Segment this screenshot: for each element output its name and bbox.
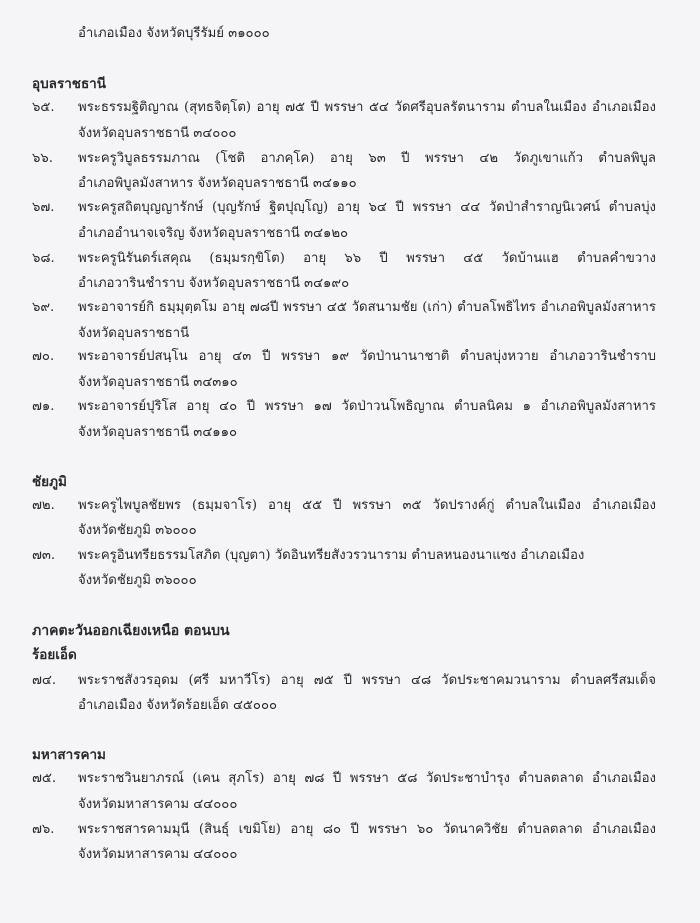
entry-line: พระอาจารย์กิ ธมฺมุตฺตโม อายุ ๗๘ปี พรรษา ๔๕ วัดสนามชัย (เก่า) ตำบลโพธิไทร อำเภอพิบูลมังสาหาร	[78, 300, 656, 315]
entry-number: ๖๗.	[32, 200, 55, 215]
entry-line: พระครูอินทรียธรรมโสภิต (บุญตา) วัดอินทรียสังวรวนาราม ตำบลหนองนาแซง อำเภอเมือง	[78, 548, 585, 563]
entry-line: พระราชสารคามมุนี (สินธุ์ เขมิโย) อายุ ๘๐ ปี พรรษา ๖๐ วัดนาควิชัย ตำบลตลาด อำเภอเมือง	[78, 822, 656, 837]
entry-line: พระอาจารย์ปุริโส อายุ ๔๐ ปี พรรษา ๑๗ วัดป่าวนโพธิญาณ ตำบลนิคม ๑ อำเภอพิบูลมังสาหาร	[78, 399, 656, 414]
entry-line: พระราชสังวรอุดม (ศรี มหาวีโร) อายุ ๗๕ ปี พรรษา ๔๘ วัดประชาคมวนาราม ตำบลศรีสมเด็จ	[78, 673, 656, 688]
entry-line: จังหวัดชัยภูมิ ๓๖๐๐๐	[78, 523, 197, 538]
entry-number: ๖๙.	[32, 300, 55, 315]
entry-line: พระครูสถิตบุญญารักษ์ (บุญรักษ์ ฐิตปุญฺโญ) อายุ ๖๔ ปี พรรษา ๔๔ วัดป่าสำราญนิเวศน์ ตำบลบุ่ง	[78, 200, 656, 215]
entry-line: อำเภอพิบูลมังสาหาร จังหวัดอุบลราชธานี ๓๔๑๑๐	[78, 176, 357, 191]
entry-number: ๗๐.	[32, 349, 55, 364]
entry-number: ๗๔.	[32, 673, 57, 688]
section-heading: อุบลราชธานี	[32, 76, 106, 92]
entry-line: พระครูวิบูลธรรมภาณ (โชติ อาภคฺโค) อายุ ๖๓ ปี พรรษา ๔๒ วัดภูเขาแก้ว ตำบลพิบูล	[78, 151, 656, 166]
entry-line: จังหวัดมหาสารคาม ๔๔๐๐๐	[78, 797, 238, 812]
continuation-line: อำเภอเมือง จังหวัดบุรีรัมย์ ๓๑๐๐๐	[78, 26, 270, 41]
entry-number: ๖๖.	[32, 151, 53, 166]
entry-line: อำเภอเมือง จังหวัดร้อยเอ็ด ๔๕๐๐๐	[78, 698, 278, 713]
section-heading: ร้อยเอ็ด	[32, 647, 77, 663]
entry-line: จังหวัดอุบลราชธานี ๓๔๓๑๐	[78, 375, 238, 390]
entry-line: อำเภออำนาจเจริญ จังหวัดอุบลราชธานี ๓๔๑๒๐	[78, 226, 349, 241]
entry-number: ๗๑.	[32, 399, 55, 414]
entry-line: อำเภอวารินชำราบ จังหวัดอุบลราชธานี ๓๔๑๙๐	[78, 276, 350, 291]
entry-line: จังหวัดอุบลราชธานี ๓๔๐๐๐	[78, 126, 237, 141]
section-heading: ชัยภูมิ	[32, 474, 67, 490]
entry-line: พระอาจารย์ปสนฺโน อายุ ๔๓ ปี พรรษา ๑๙ วัดป่านานาชาติ ตำบลบุ่งหวาย อำเภอวารินชำราบ	[78, 349, 656, 364]
entry-line: พระราชวินยาภรณ์ (เคน สุภโร) อายุ ๗๘ ปี พรรษา ๕๘ วัดประชาบำรุง ตำบลตลาด อำเภอเมือง	[78, 771, 656, 786]
entry-line: จังหวัดอุบลราชธานี	[78, 326, 190, 341]
entry-line: จังหวัดชัยภูมิ ๓๖๐๐๐	[78, 573, 197, 588]
entry-number: ๗๕.	[32, 771, 57, 786]
entry-number: ๗๒.	[32, 498, 55, 513]
entry-number: ๗๓.	[32, 548, 56, 563]
entry-line: พระครูนิรันดร์เสคุณ (ธมฺมรกฺขิโต) อายุ ๖๖ ปี พรรษา ๔๕ วัดบ้านแฮ ตำบลคำขวาง	[78, 251, 656, 266]
entry-line: จังหวัดอุบลราชธานี ๓๔๑๑๐	[78, 425, 238, 440]
entry-number: ๗๖.	[32, 822, 55, 837]
entry-number: ๖๕.	[32, 100, 55, 115]
region-heading: ภาคตะวันออกเฉียงเหนือ ตอนบน	[32, 623, 230, 639]
section-heading: มหาสารคาม	[32, 747, 106, 763]
entry-line: จังหวัดมหาสารคาม ๔๔๐๐๐	[78, 847, 238, 862]
entry-number: ๖๘.	[32, 251, 55, 266]
entry-line: พระครูไพบูลชัยพร (ธมฺมจาโร) อายุ ๕๕ ปี พรรษา ๓๕ วัดปรางค์กู่ ตำบลในเมือง อำเภอเมือง	[78, 498, 656, 513]
entry-line: พระธรรมฐิติญาณ (สุทธจิตฺโต) อายุ ๗๕ ปี พรรษา ๕๔ วัดศรีอุบลรัตนาราม ตำบลในเมือง อำเภอเมือง	[78, 100, 656, 115]
